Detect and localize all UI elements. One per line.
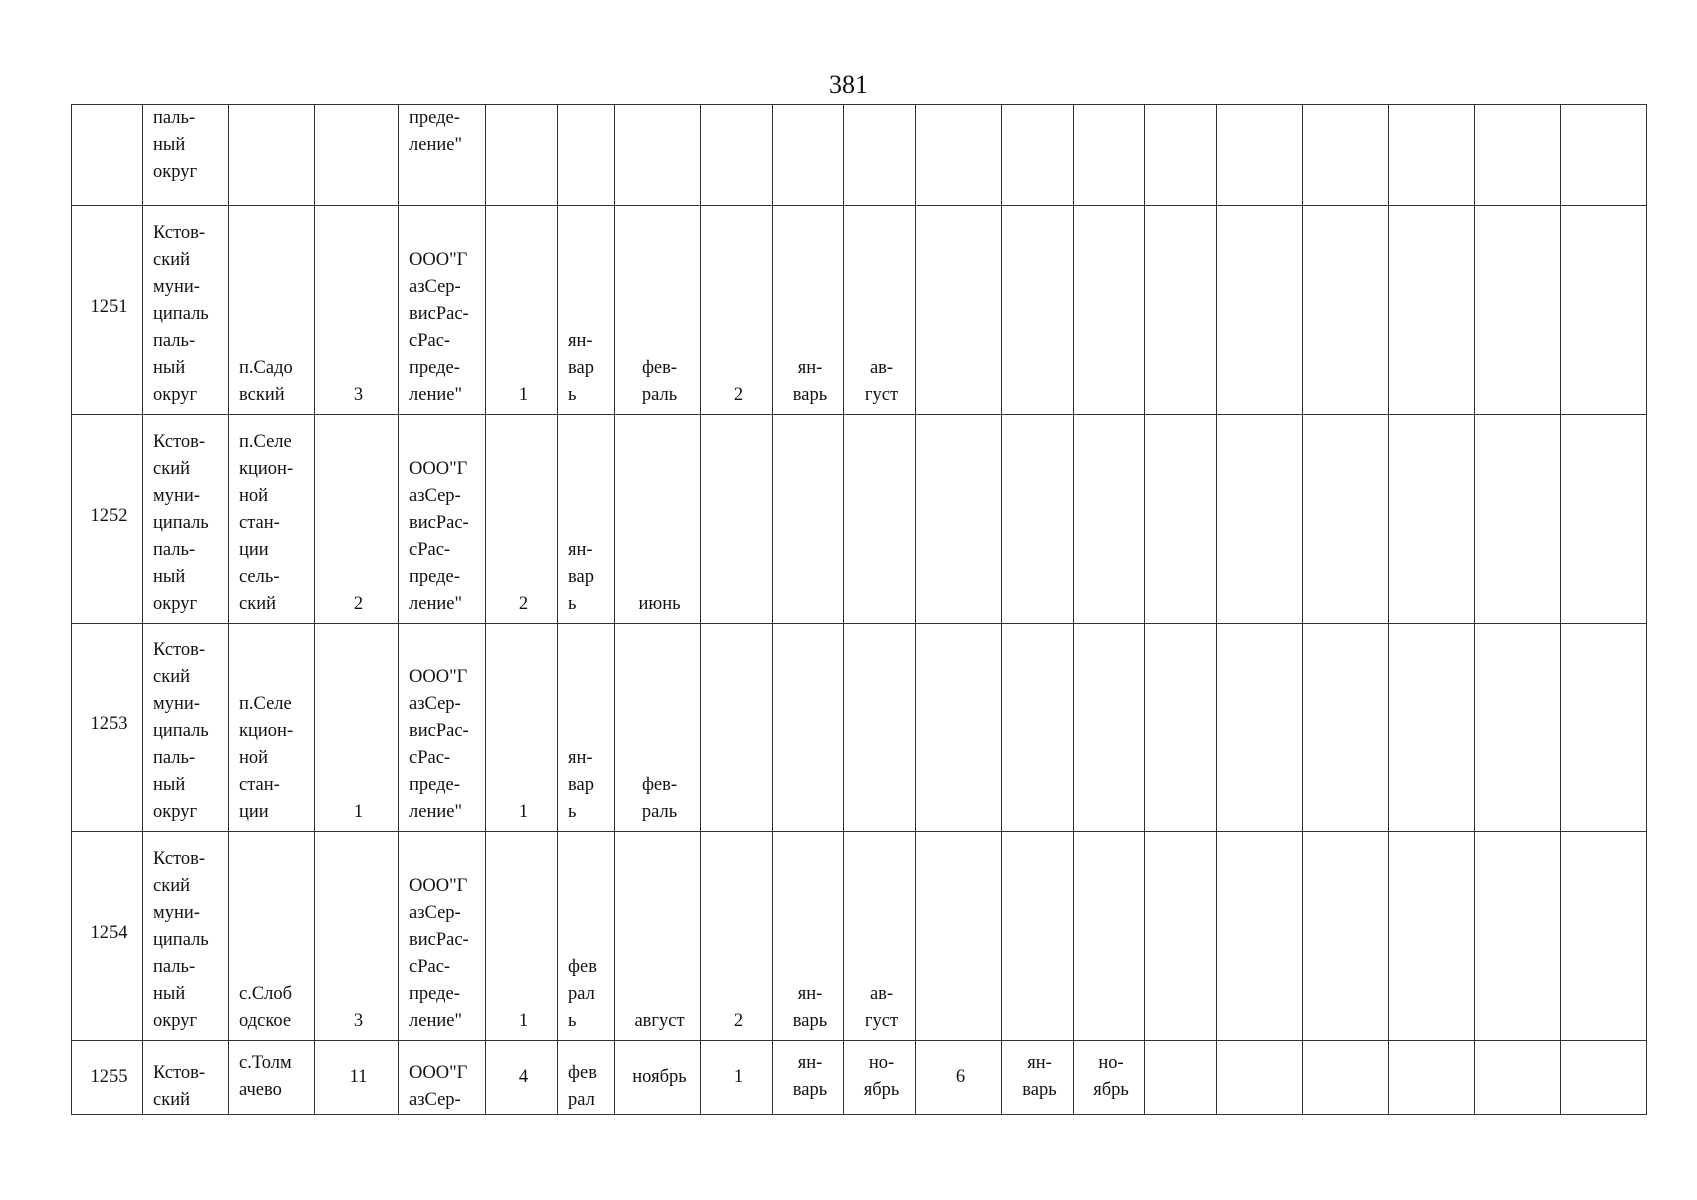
row-number-cell: 1252 bbox=[72, 414, 143, 623]
month-start-cell bbox=[1002, 206, 1074, 415]
empty-cell bbox=[1145, 832, 1217, 1041]
locality-cell bbox=[229, 105, 315, 206]
quantity-cell: 2 bbox=[315, 414, 399, 623]
month-start-cell: ян- варь bbox=[1002, 1040, 1074, 1114]
empty-cell bbox=[1303, 105, 1389, 206]
district-cell: Кстов- ский муни- ципаль паль- ный округ bbox=[143, 414, 229, 623]
month-end-cell bbox=[1074, 206, 1145, 415]
empty-cell bbox=[1389, 414, 1475, 623]
count-cell bbox=[701, 623, 773, 832]
empty-cell bbox=[1217, 206, 1303, 415]
quantity-cell: 1 bbox=[315, 623, 399, 832]
empty-cell bbox=[1475, 206, 1561, 415]
month-start-cell bbox=[1002, 105, 1074, 206]
row-number-cell: 1254 bbox=[72, 832, 143, 1041]
table-row bbox=[72, 105, 1647, 206]
count-cell: 2 bbox=[701, 832, 773, 1041]
page-number: 381 bbox=[829, 70, 868, 99]
month-end-cell: но- ябрь bbox=[1074, 1040, 1145, 1114]
count-cell: 4 bbox=[486, 1040, 558, 1114]
locality-cell: с.Толм ачево bbox=[229, 1040, 315, 1114]
empty-cell bbox=[1303, 414, 1389, 623]
table-row bbox=[72, 832, 1647, 1041]
count-cell bbox=[916, 832, 1002, 1041]
count-cell bbox=[916, 206, 1002, 415]
empty-cell bbox=[1561, 414, 1647, 623]
empty-cell bbox=[1389, 832, 1475, 1041]
organization-cell: ООО"Г азСер- висРас- сРас- преде- ление" bbox=[399, 623, 486, 832]
empty-cell bbox=[1475, 623, 1561, 832]
empty-cell bbox=[1561, 105, 1647, 206]
locality-cell: п.Селе кцион- ной стан- ции сель- ский bbox=[229, 414, 315, 623]
month-end-cell: ав- густ bbox=[844, 832, 916, 1041]
empty-cell bbox=[1303, 206, 1389, 415]
month-start-cell bbox=[773, 414, 844, 623]
empty-cell bbox=[1145, 206, 1217, 415]
empty-cell bbox=[1217, 414, 1303, 623]
count-cell bbox=[701, 414, 773, 623]
count-cell bbox=[701, 105, 773, 206]
empty-cell bbox=[1145, 105, 1217, 206]
month-start-cell: фев рал ь bbox=[558, 832, 615, 1041]
empty-cell bbox=[1561, 623, 1647, 832]
organization-cell: ООО"Г азСер- висРас- сРас- преде- ление" bbox=[399, 832, 486, 1041]
table-row bbox=[72, 206, 1647, 415]
district-cell: Кстов- ский муни- ципаль паль- ный округ bbox=[143, 832, 229, 1041]
month-end-cell bbox=[1074, 832, 1145, 1041]
month-end-cell: август bbox=[615, 832, 701, 1041]
count-cell bbox=[486, 105, 558, 206]
month-end-cell bbox=[1074, 623, 1145, 832]
row-number-cell bbox=[72, 105, 143, 206]
table-row bbox=[72, 623, 1647, 832]
district-cell: Кстов- ский муни- ципаль паль- ный округ bbox=[143, 623, 229, 832]
quantity-cell: 3 bbox=[315, 832, 399, 1041]
empty-cell bbox=[1561, 1040, 1647, 1114]
month-start-cell: ян- вар ь bbox=[558, 206, 615, 415]
district-cell: паль- ный округ bbox=[143, 105, 229, 206]
table-row bbox=[72, 1040, 1647, 1114]
empty-cell bbox=[1561, 206, 1647, 415]
schedule-table bbox=[71, 104, 1647, 1115]
empty-cell bbox=[1475, 832, 1561, 1041]
empty-cell bbox=[1389, 1040, 1475, 1114]
month-end-cell: фев- раль bbox=[615, 623, 701, 832]
count-cell: 2 bbox=[701, 206, 773, 415]
count-cell: 2 bbox=[486, 414, 558, 623]
empty-cell bbox=[1217, 832, 1303, 1041]
count-cell: 1 bbox=[486, 623, 558, 832]
empty-cell bbox=[1217, 105, 1303, 206]
month-start-cell bbox=[773, 623, 844, 832]
quantity-cell: 11 bbox=[315, 1040, 399, 1114]
count-cell: 1 bbox=[486, 832, 558, 1041]
empty-cell bbox=[1303, 1040, 1389, 1114]
month-end-cell bbox=[1074, 414, 1145, 623]
empty-cell bbox=[1303, 832, 1389, 1041]
month-end-cell bbox=[844, 414, 916, 623]
count-cell: 1 bbox=[701, 1040, 773, 1114]
organization-cell: ООО"Г азСер- висРас- сРас- преде- ление" bbox=[399, 206, 486, 415]
count-cell bbox=[916, 623, 1002, 832]
empty-cell bbox=[1475, 1040, 1561, 1114]
month-start-cell: ян- вар ь bbox=[558, 414, 615, 623]
empty-cell bbox=[1561, 832, 1647, 1041]
month-start-cell: ян- варь bbox=[773, 832, 844, 1041]
empty-cell bbox=[1389, 623, 1475, 832]
month-start-cell bbox=[1002, 623, 1074, 832]
organization-cell: ООО"Г азСер- висРас- сРас- преде- ление" bbox=[399, 414, 486, 623]
month-end-cell bbox=[1074, 105, 1145, 206]
month-end-cell: фев- раль bbox=[615, 206, 701, 415]
month-start-cell bbox=[1002, 832, 1074, 1041]
empty-cell bbox=[1303, 623, 1389, 832]
month-start-cell: ян- варь bbox=[773, 206, 844, 415]
count-cell bbox=[916, 414, 1002, 623]
locality-cell: п.Садо вский bbox=[229, 206, 315, 415]
empty-cell bbox=[1145, 1040, 1217, 1114]
row-number-cell: 1253 bbox=[72, 623, 143, 832]
organization-cell: преде- ление" bbox=[399, 105, 486, 206]
locality-cell: с.Слоб одское bbox=[229, 832, 315, 1041]
quantity-cell bbox=[315, 105, 399, 206]
month-end-cell: но- ябрь bbox=[844, 1040, 916, 1114]
row-number-cell: 1255 bbox=[72, 1040, 143, 1114]
table-row bbox=[72, 414, 1647, 623]
month-start-cell: фев рал bbox=[558, 1040, 615, 1114]
month-end-cell bbox=[844, 623, 916, 832]
locality-cell: п.Селе кцион- ной стан- ции bbox=[229, 623, 315, 832]
month-start-cell bbox=[558, 105, 615, 206]
row-number-cell: 1251 bbox=[72, 206, 143, 415]
district-cell: Кстов- ский bbox=[143, 1040, 229, 1114]
count-cell: 6 bbox=[916, 1040, 1002, 1114]
empty-cell bbox=[1475, 105, 1561, 206]
month-start-cell: ян- варь bbox=[773, 1040, 844, 1114]
count-cell: 1 bbox=[486, 206, 558, 415]
month-end-cell bbox=[844, 105, 916, 206]
district-cell: Кстов- ский муни- ципаль паль- ный округ bbox=[143, 206, 229, 415]
empty-cell bbox=[1217, 623, 1303, 832]
month-end-cell: июнь bbox=[615, 414, 701, 623]
month-start-cell bbox=[1002, 414, 1074, 623]
quantity-cell: 3 bbox=[315, 206, 399, 415]
empty-cell bbox=[1145, 414, 1217, 623]
empty-cell bbox=[1475, 414, 1561, 623]
empty-cell bbox=[1389, 105, 1475, 206]
empty-cell bbox=[1145, 623, 1217, 832]
month-start-cell bbox=[773, 105, 844, 206]
empty-cell bbox=[1389, 206, 1475, 415]
organization-cell: ООО"Г азСер- bbox=[399, 1040, 486, 1114]
empty-cell bbox=[1217, 1040, 1303, 1114]
month-end-cell bbox=[615, 105, 701, 206]
month-end-cell: ав- густ bbox=[844, 206, 916, 415]
count-cell bbox=[916, 105, 1002, 206]
month-end-cell: ноябрь bbox=[615, 1040, 701, 1114]
month-start-cell: ян- вар ь bbox=[558, 623, 615, 832]
